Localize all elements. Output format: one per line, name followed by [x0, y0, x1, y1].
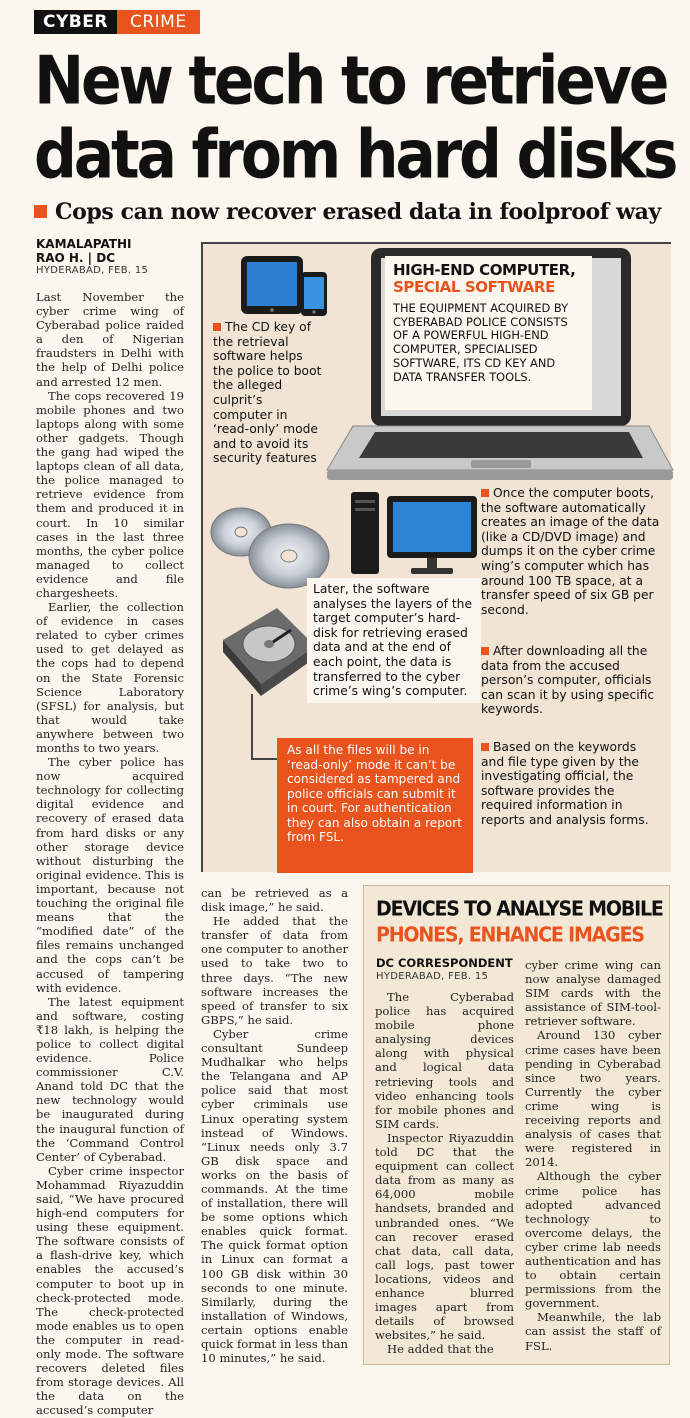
- box-body: THE EQUIPMENT ACQUIRED BY CYBERABAD POLICE CONSISTS OF A POWERFUL HIGH-END COMPUTER, SPECIALISED SOFTWARE, ITS CD KEY AND DATA TRANSFER TOOLS.: [393, 301, 569, 384]
- paragraph: He added that the: [387, 1342, 494, 1357]
- paragraph: Around 130 cyber crime cases have been pending in Cyberabad since two years. Currently the cyber crime wing is receiving reports and analysis of cases that were registered in 2014.: [525, 1028, 661, 1170]
- hard-disk-icon: [215, 602, 321, 702]
- headline-line1: New tech to retrieve: [34, 41, 667, 121]
- bullet-square-icon: [481, 489, 489, 497]
- after-text: After downloading all the data from the accused person’s computer, officials can scan it by using specific keywords.: [481, 644, 655, 717]
- sidebar-column-2: [525, 958, 661, 1353]
- paragraph: Last November the cyber crime wing of Cyberabad police raided a den of Nigerian fraudsters in Delhi with the help of Delhi police and arrested 12 men.: [36, 290, 184, 389]
- sidebar-dateline: HYDERABAD, FEB. 15: [376, 971, 489, 982]
- after-note: [481, 644, 663, 717]
- paragraph: He added that the transfer of data from one computer to another used to take two to three days. “The new software increases the speed of transfer to six GBPS,” he said.: [201, 914, 348, 1027]
- boots-note: [481, 486, 663, 617]
- based-note: [481, 740, 663, 828]
- paragraph: The cyber police has now acquired technology for collecting digital evidence and recovery of erased data from hard disks or any other storage device without disturbing the original evidence. This is important, because not touching the original file means that the “modified date” of the files remains unchanged and the cops can’t be accused of tampering with evidence.: [36, 755, 184, 995]
- boots-text: Once the computer boots, the software automatically creates an image of the data (like a CD/DVD image) and dumps it on the cyber crime wing’s computer which has around 100 TB space, at a transfer speed of six GB per second.: [481, 486, 660, 617]
- dateline: HYDERABAD, FEB. 15: [36, 265, 149, 276]
- headline-line2: data from hard disks: [34, 115, 676, 195]
- section-kicker: [34, 10, 200, 34]
- bullet-square-icon: [481, 647, 489, 655]
- deck-text: Cops can now recover erased data in foolproof way: [55, 199, 661, 225]
- paragraph: Although the cyber crime police has adopted advanced technology to overcome delays, the cyber crime lab needs authentication and has to obtain certain permissions from the government.: [525, 1169, 661, 1311]
- story-column-2: [201, 886, 348, 1365]
- byline-name: KAMALAPATHI: [36, 237, 132, 251]
- connector-line: [251, 758, 277, 760]
- cd-key-note: [213, 320, 325, 466]
- highlight-box: [385, 256, 592, 410]
- sidebar-byline: DC CORRESPONDENT: [376, 956, 513, 970]
- byline: [36, 237, 132, 265]
- headline: [34, 41, 676, 195]
- box-subtitle: SPECIAL SOFTWARE: [393, 278, 555, 296]
- bullet-square-icon: [34, 205, 47, 218]
- story-column-1: [36, 290, 184, 1418]
- paragraph: The latest equipment and software, costing ₹18 lakh, is helping the police to collect digital evidence. Police commissioner C.V. Anand told DC that the new technology would be inaugurated during the inaugural function of the ‘Command Control Center’ of Cyberabad.: [36, 994, 184, 1164]
- cd-key-text: The CD key of the retrieval software helps the police to boot the alleged culprit’s computer in ‘read-only’ mode and to avoid its security features: [213, 320, 322, 466]
- box-title: HIGH-END COMPUTER,: [393, 261, 576, 279]
- read-only-note: [277, 738, 473, 873]
- sidebar-column-1: [375, 990, 514, 1356]
- later-note: [307, 578, 481, 703]
- sidebar-headline-line1: DEVICES TO ANALYSE MOBILE: [376, 897, 663, 921]
- kicker-topic: CRIME: [117, 10, 200, 34]
- bullet-square-icon: [481, 743, 489, 751]
- paragraph: can be retrieved as a disk image,” he said.: [201, 886, 348, 915]
- based-text: Based on the keywords and file type given by the investigating official, the software provides the required information in reports and analysis forms.: [481, 740, 649, 827]
- bullet-square-icon: [213, 323, 221, 331]
- deck: [34, 198, 674, 226]
- sidebar-story: [363, 885, 670, 1365]
- connector-line: [251, 694, 253, 758]
- paragraph: Cyber crime consultant Sundeep Mudhalkar who helps the Telangana and AP police said that most cyber criminals use Linux operating system instead of Windows. “Linux needs only 3.7 GB disk space and works on the basis of commands. At the time of installation, there will be some options which enables quick format. The quick format option in Linux can format a 100 GB disk within 30 seconds to one minute. Similarly, during the installation of Windows, certain options enable quick format in less than 10 minutes,” he said.: [201, 1026, 348, 1366]
- sidebar-headline: [376, 896, 666, 948]
- later-text: Later, the software analyses the layers of the target computer’s hard-disk for retrieving erased data and at the end of each point, the data is transferred to the cyber crime’s wing’s computer.: [313, 582, 473, 699]
- desktop-monitor-icon: [349, 488, 481, 580]
- read-only-text: As all the files will be in ‘read-only’ mode it can’t be considered as tampered and police officials can submit it in court. For authentication they can also obtain a report from FSL.: [287, 743, 463, 844]
- paragraph: Cyber crime inspector Mohammad Riyazuddin said, “We have procured high-end computers for using these equipment. The software consists of a flash-drive key, which enables the accused’s computer to boot up in check-protected mode. The check-protected mode enables us to open the computer in read-only mode. The software recovers deleted files from storage devices. All the data on the accused’s computer: [36, 1163, 184, 1418]
- paragraph: The Cyberabad police has acquired mobile phone analysing devices along with physical and logical data retrieving tools and video enhancing tools for mobile phones and SIM cards.: [375, 990, 514, 1131]
- paragraph: The cops recovered 19 mobile phones and two laptops along with some other gadgets. Though the gang had wiped the laptops clean of all data, the police managed to retrieve evidence from them and produced it in court. In 10 similar cases in the last three months, the cyber police managed to collect evidence and file chargesheets.: [36, 388, 184, 600]
- paragraph: cyber crime wing can now analyse damaged SIM cards with the assistance of SIM-tool-retriever software.: [525, 958, 661, 1029]
- sidebar-headline-line2: PHONES, ENHANCE IMAGES: [376, 923, 644, 947]
- byline-credit: RAO H. | DC: [36, 251, 116, 265]
- paragraph: Earlier, the collection of evidence in cases related to cyber crimes used to get delayed as the cops had to depend on the State Forensic Science Laboratory (SFSL) for analysis, but that would take anywhere between two months to two years.: [36, 600, 184, 755]
- infographic-panel: [201, 242, 671, 872]
- paragraph: Meanwhile, the lab can assist the staff of FSL.: [525, 1310, 661, 1353]
- kicker-section: CYBER: [34, 10, 117, 34]
- paragraph: Inspector Riyazuddin told DC that the equipment can collect data from as many as 64,000 mobile handsets, branded and unbranded ones. “We can recover erased chat data, call data, call logs, past tower locations, videos and enhance blurred images apart from details of browsed websites,” he said.: [375, 1130, 514, 1343]
